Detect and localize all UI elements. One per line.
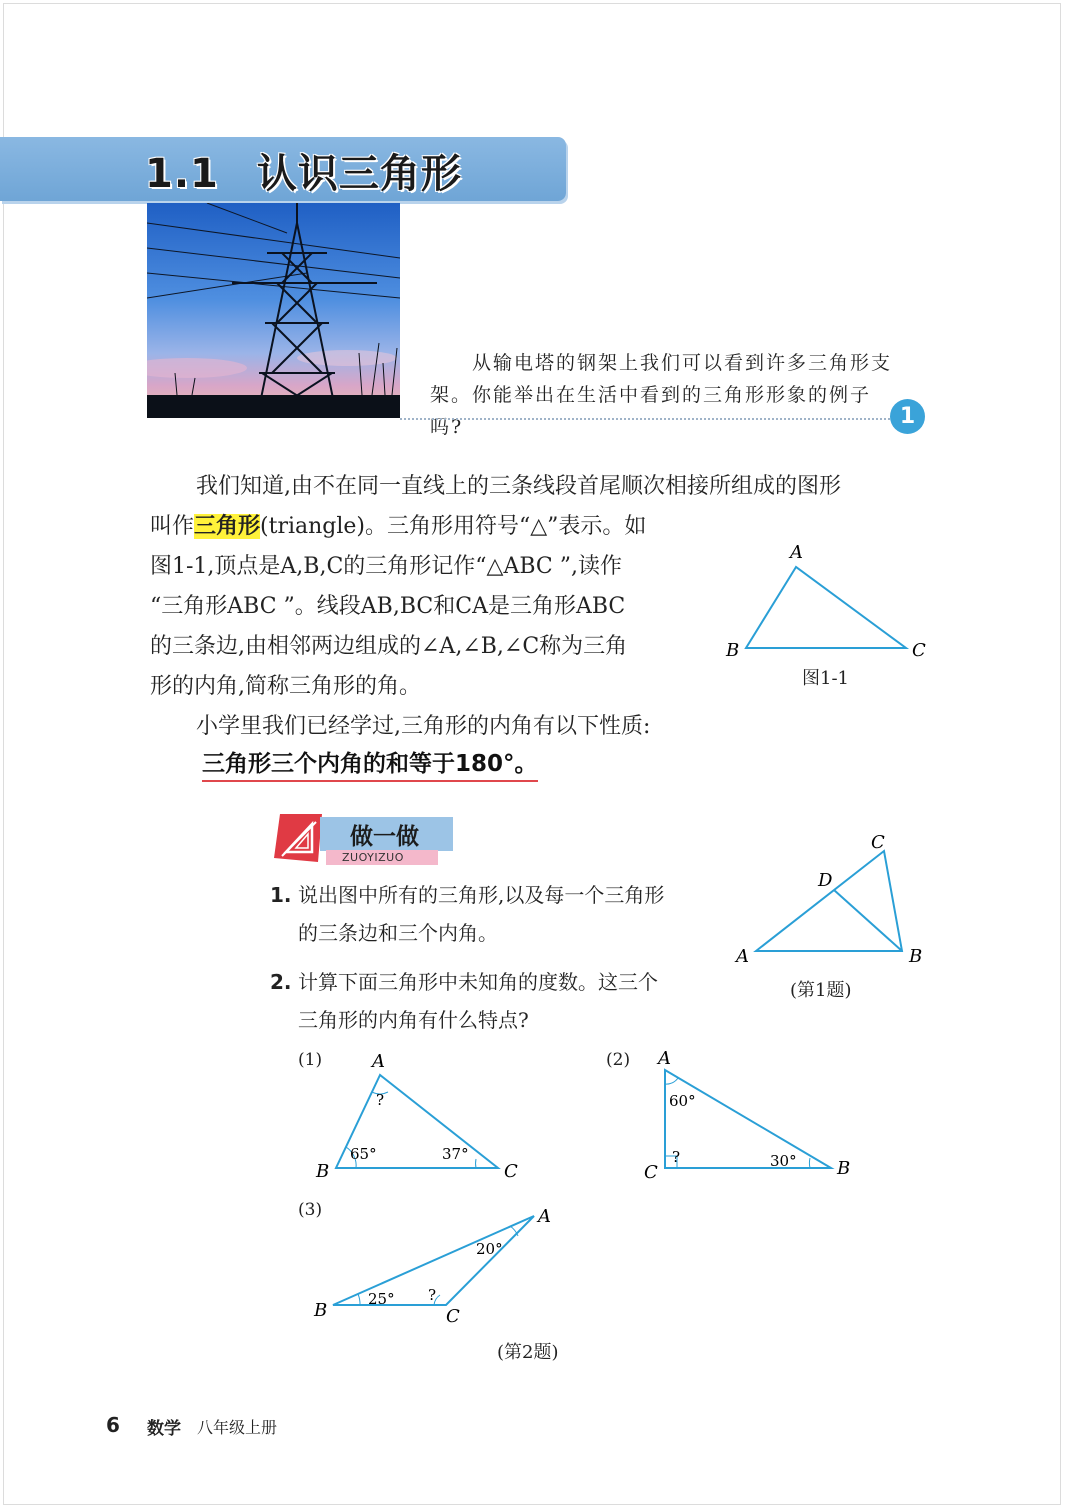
body-line-3: 图1-1,顶点是A,B,C的三角形记作“△ABC ”,读作	[150, 554, 622, 579]
body-line-4: “三角形ABC ”。线段AB,BC和CA是三角形ABC	[150, 594, 626, 619]
q2-t1-label-a: A	[372, 1051, 385, 1072]
angle-sum-property: 三角形三个内角的和等于180°。	[202, 745, 538, 782]
body-line-2-post: (triangle)。三角形用符号“△”表示。如	[260, 514, 647, 539]
exercise-1-line-1: 说出图中所有的三角形,以及每一个三角形	[298, 883, 665, 907]
section-number: 1.1	[145, 151, 219, 197]
intro-number-badge: 1	[890, 399, 925, 434]
transmission-tower-photo	[147, 203, 400, 418]
q2-t3-angle-a: 20°	[476, 1240, 503, 1258]
q2-t3-label-a: A	[538, 1206, 551, 1227]
section-title	[145, 142, 462, 199]
body-line-1: 我们知道,由不在同一直线上的三条线段首尾顺次相接所组成的图形	[196, 474, 841, 499]
q2-t3-label-b: B	[314, 1300, 328, 1321]
q1-label-b: B	[909, 946, 923, 967]
q1-label-c: C	[871, 832, 885, 853]
q2-t3-angle-c: ?	[428, 1286, 437, 1304]
q1-label-d: D	[818, 870, 833, 891]
q2-sub-label-1: (1)	[298, 1050, 323, 1070]
figure-question-2-caption: (第2题)	[497, 1342, 559, 1363]
q2-t1-angle-b: 65°	[350, 1145, 377, 1163]
exercise-2	[270, 963, 658, 1039]
ruler-triangle-icon	[272, 812, 326, 864]
page-number: 6	[106, 1413, 120, 1437]
triangle-abc	[746, 567, 906, 648]
figure-question-1	[728, 828, 928, 968]
body-line-2-pre: 叫作	[150, 514, 195, 539]
q2-sub-label-3: (3)	[298, 1200, 323, 1220]
q2-t3-arc-a	[510, 1226, 518, 1236]
q2-t2-outline	[665, 1070, 831, 1168]
q2-t2-angle-c: ?	[672, 1148, 681, 1166]
q2-triangle-1	[310, 1045, 540, 1185]
q2-t3-arc-b	[358, 1294, 360, 1305]
intro-question	[430, 347, 900, 443]
fig1-label-b: B	[726, 640, 740, 661]
q2-t1-label-b: B	[316, 1161, 330, 1182]
exercise-2-number: 2.	[270, 970, 292, 994]
q2-t1-angle-c: 37°	[442, 1145, 469, 1163]
q2-t1-label-c: C	[504, 1161, 518, 1182]
term-triangle: 三角形	[194, 514, 261, 539]
footer-subject: 数学	[147, 1419, 181, 1439]
q2-t3-angle-b: 25°	[368, 1290, 395, 1308]
q2-t2-label-c: C	[644, 1162, 658, 1182]
q2-t2-angle-a: 60°	[669, 1092, 696, 1110]
activity-subtitle: ZUOYIZUO	[342, 851, 404, 864]
figure-1-1-caption: 图1-1	[802, 668, 849, 689]
q2-t3-label-c: C	[446, 1306, 460, 1327]
dotted-divider	[400, 418, 890, 420]
q2-t2-angle-b: 30°	[770, 1152, 797, 1170]
q2-t2-arc-b	[809, 1158, 810, 1168]
exercise-1	[270, 876, 664, 952]
section-name: 认识三角形	[256, 151, 462, 197]
exercise-1-number: 1.	[270, 883, 292, 907]
exercise-2-line-1: 计算下面三角形中未知角的度数。这三个	[298, 970, 658, 994]
body-line-6: 形的内角,简称三角形的角。	[150, 674, 421, 699]
q2-t1-angle-a: ?	[376, 1091, 385, 1109]
q2-t2-label-a: A	[658, 1048, 671, 1069]
exercise-1-line-2: 的三条边和三个内角。	[298, 921, 498, 945]
q2-t2-arc-a	[665, 1078, 678, 1084]
figure-question-1-caption: (第1题)	[790, 980, 852, 1001]
activity-subtitle-bar	[326, 850, 438, 865]
figure-1-1	[720, 540, 940, 665]
body-line-5: 的三条边,由相邻两边组成的∠A,∠B,∠C称为三角	[150, 634, 628, 659]
footer-grade: 八年级上册	[197, 1418, 278, 1437]
fig1-label-a: A	[790, 542, 803, 563]
intro-line-1: 从输电塔的钢架上我们可以看到许多三角形支	[472, 352, 893, 374]
fig1-label-c: C	[912, 640, 926, 661]
q1-triangle-abc	[756, 851, 902, 951]
body-line-7: 小学里我们已经学过,三角形的内角有以下性质:	[196, 714, 651, 739]
exercise-2-line-2: 三角形的内角有什么特点?	[298, 1008, 529, 1032]
q1-label-a: A	[736, 946, 749, 967]
q2-triangle-2	[640, 1042, 870, 1182]
intro-line-2: 架。你能举出在生活中看到的三角形形象的例子吗?	[430, 384, 872, 438]
q2-t2-label-b: B	[837, 1158, 851, 1179]
q2-triangle-3	[300, 1198, 570, 1333]
q2-sub-label-2: (2)	[606, 1050, 631, 1070]
activity-title: 做一做	[350, 824, 419, 850]
